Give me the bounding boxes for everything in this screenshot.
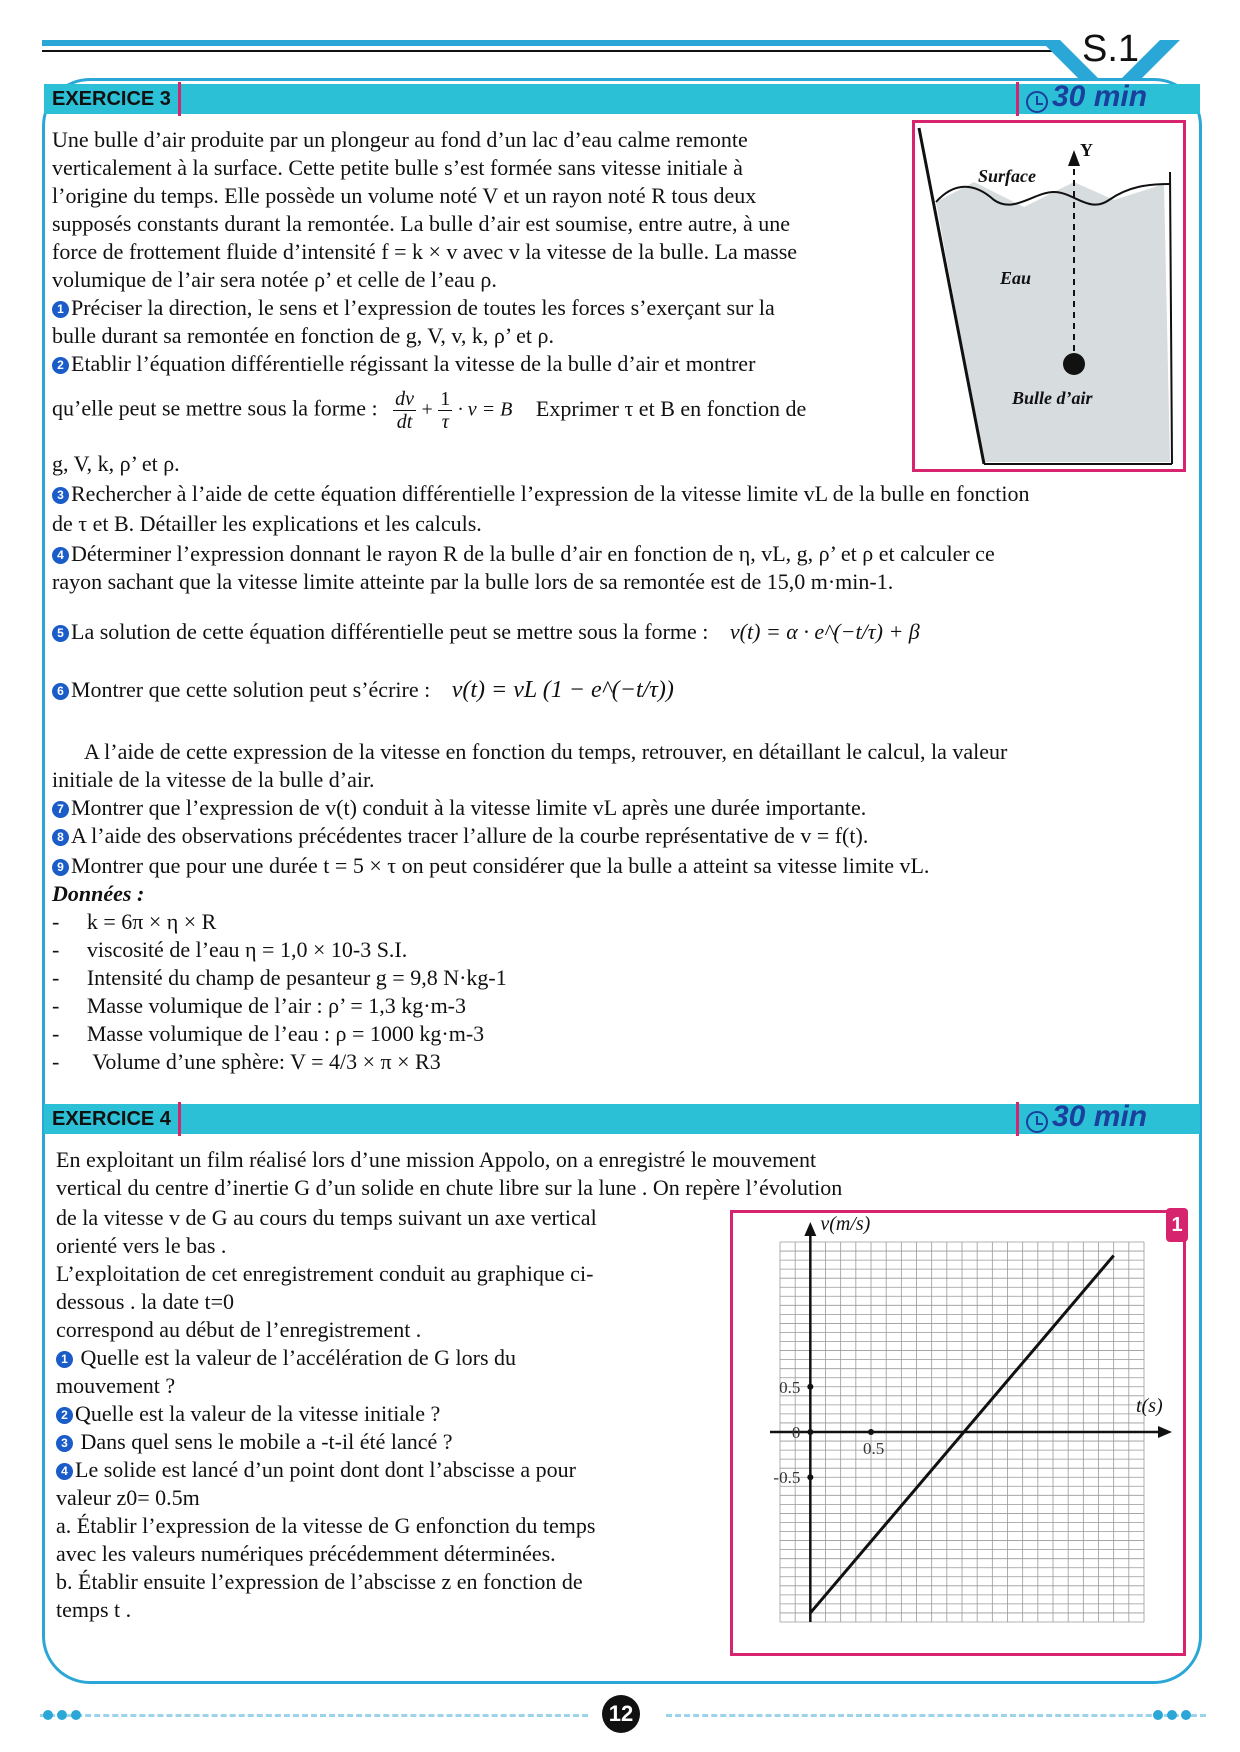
q1-marker: 1 — [52, 301, 69, 318]
surface-label: Surface — [978, 166, 1036, 186]
question-2-end: g, V, k, ρ’ et ρ. — [52, 451, 180, 476]
footer-ornament-left — [40, 1708, 94, 1722]
y-tick-label: -0.5 — [773, 1468, 801, 1488]
question-3: 3 Rechercher à l’aide de cette équation différentielle l’expression de la vitesse limite vL de la bulle en fonction — [52, 480, 1202, 508]
clock-icon — [1026, 1111, 1048, 1133]
exercise3-time: 30 min — [1052, 80, 1148, 113]
donnees-item: - Volume d’une sphère: V = 4/3 × π × R3 — [52, 1049, 441, 1074]
x-tick-mark — [868, 1429, 874, 1435]
exercise4-body: de la vitesse v de G au cours du temps suivant un axe vertical orienté vers le bas . L’exploitation de cet enregistrement conduit au graphique ci- dessous . la date t=0 correspond au début de l’enregistrement . 1 Quelle est la valeur de l’accélération de G lors du mouvement ? 2 Quelle est la valeur de la vitesse initiale ? 3 Dans quel sens le mobile a -t-il été lancé ? 4 Le solide est lancé d’un point dont dont l’abscisse a pour valeur z0= 0.5m a. Établir l’expression de la vitesse de G enfonction du temps avec les valeurs numériques précédemment déterminées. b. Établir ensuite l’expression de l’abscisse z en fonction de temps t . — [56, 1204, 716, 1624]
water-label: Eau — [1000, 268, 1032, 288]
question-6: 6 Montrer que cette solution peut s’écrire : v(t) = vL (1 − e^(−t/τ)) — [52, 676, 1202, 704]
velocity-chart — [732, 1212, 1184, 1654]
question-2-equation-line: qu’elle peut se mettre sous la forme : $\frac{dv}{dt}$ + $\frac{1}{\tau} \cdot v = B$ Exprimer τ et B en fonction de — [52, 388, 807, 433]
donnees-item: - Masse volumique de l’eau : ρ = 1000 kg·m-3 — [52, 1021, 485, 1046]
ex4-question-1: 1 Quelle est la valeur de l’accélération de G lors du — [56, 1344, 716, 1372]
question-9: 9 Montrer que pour une durée t = 5 × τ on peut considérer que la bulle a atteint sa vitesse limite vL. — [52, 852, 1202, 880]
question-7: 7 Montrer que l’expression de v(t) conduit à la vitesse limite vL après une durée importante. — [52, 794, 1202, 822]
question-4: 4 Déterminer l’expression donnant le rayon R de la bulle d’air en fonction de η, vL, g, ρ’ et ρ et calculer ce — [52, 540, 1202, 568]
question-5: 5 La solution de cette équation différentielle peut se mettre sous la forme : v(t) = α · e^(−t/τ) + β — [52, 618, 1202, 646]
ex4-question-2: 2 Quelle est la valeur de la vitesse initiale ? — [56, 1400, 716, 1428]
exercise4-intro: En exploitant un film réalisé lors d’une mission Appolo, on a enregistré le mouvement vertical du centre d’inertie G d’un solide en chute libre sur la lune . On repère l’évolution — [56, 1147, 843, 1200]
exercise3-questions: 3 Rechercher à l’aide de cette équation différentielle l’expression de la vitesse limite vL de la bulle en fonction de τ et B. Détailler les explications et les calculs. 4 Déterminer l’expression donnant le rayon R de la bulle d’air en fonction de η, vL, g, ρ’ et ρ et calculer ce rayon sachant que la vitesse limite atteinte par la bulle lors de sa remontée est de 15,0 m·min-1. — [52, 480, 1202, 596]
ex4-question-4: 4 Le solide est lancé d’un point dont dont l’abscisse a pour — [56, 1456, 716, 1484]
bubble-figure — [914, 122, 1184, 470]
footer-ornament-right — [1150, 1708, 1204, 1722]
page-number: 12 — [602, 1695, 640, 1733]
exercise4-time: 30 min — [1052, 1100, 1148, 1133]
y-axis-arrow — [804, 1222, 816, 1236]
axis-y-label: Y — [1080, 140, 1093, 160]
y-tick-mark — [807, 1384, 813, 1390]
y-tick-mark — [807, 1429, 813, 1435]
donnees-item: - Masse volumique de l’air : ρ’ = 1,3 kg·m-3 — [52, 993, 467, 1018]
exercise4-title: EXERCICE 4 — [52, 1108, 171, 1130]
x-axis-arrow — [1158, 1426, 1172, 1438]
exercise3-separator — [178, 82, 181, 116]
exercise3-title: EXERCICE 3 — [52, 88, 171, 110]
q2-marker: 2 — [52, 357, 69, 374]
bubble-dot — [1063, 353, 1085, 375]
exercise4-timer — [1026, 1100, 1147, 1134]
donnees-title: Données : — [52, 881, 145, 906]
footer-dash-right — [666, 1714, 1206, 1717]
y-tick-label: 0.5 — [779, 1377, 801, 1397]
y-axis-label: v(m/s) — [820, 1213, 871, 1235]
question-2: 2 Etablir l’équation différentielle régissant la vitesse de la bulle d’air et montrer — [52, 350, 912, 378]
donnees-item: - Intensité du champ de pesanteur g = 9,8 N·kg-1 — [52, 965, 507, 990]
ex4-question-3: 3 Dans quel sens le mobile a -t-il été lancé ? — [56, 1428, 716, 1456]
one-over-tau-fraction: $\frac{1}{\tau}$ — [440, 388, 451, 433]
series-label: S.1 — [1082, 28, 1140, 70]
donnees-item: - k = 6π × η × R — [52, 909, 217, 934]
x-axis-label: t(s) — [1136, 1395, 1163, 1417]
exercise3-timer — [1026, 80, 1147, 114]
clock-icon — [1026, 91, 1048, 113]
exercise3-time-separator — [1016, 82, 1019, 116]
y-tick-mark — [807, 1474, 813, 1480]
footer-dash-left — [40, 1714, 588, 1717]
exercise4-separator — [178, 1102, 181, 1136]
header-rule — [42, 40, 1052, 46]
exercise3-questions-cont: A l’aide de cette expression de la vitesse en fonction du temps, retrouver, en détaillant le calcul, la valeur initiale de la vitesse de la bulle d’air. 7 Montrer que l’expression de v(t) conduit à la vitesse limite vL après une durée importante. 8 A l’aide des observations précédentes tracer l’allure de la courbe représentative de v = f(t). 9 Montrer que pour une durée t = 5 × τ on peut considérer que la bulle a atteint sa vitesse limite vL. Données : - k = 6π × η × R - viscosité de l’eau η = 1,0 × 10-3 S.I. - Intensité du champ de pesanteur g = 9,8 N·kg-1 - Masse volumique de l’air : ρ’ = 1,3 kg·m-3 - Masse volumique de l’eau : ρ = 1000 kg·m-3 - Volume d’une sphère: V = 4/3 × π × R3 — [52, 738, 1202, 1076]
y-tick-label: 0 — [791, 1423, 801, 1442]
donnees-item: - viscosité de l’eau η = 1,0 × 10-3 S.I. — [52, 937, 408, 962]
x-tick-label: 0.5 — [863, 1439, 885, 1458]
question-8: 8 A l’aide des observations précédentes tracer l’allure de la courbe représentative de v = f(t). — [52, 822, 1202, 850]
exercise3-intro: Une bulle d’air produite par un plongeur au fond d’un lac d’eau calme remonte verticalement à la surface. Cette petite bulle s’est formée sans vitesse initiale à l’origine du temps. Elle possède un volume noté V et un rayon noté R tous deux supposés constants durant la remontée. La bulle d’air est soumise, entre autre, à une force de frottement fluide d’intensité f = k × v avec v la vitesse de la bulle. La masse volumique de l’air sera notée ρ’ et celle de l’eau ρ. 1 Préciser la direction, le sens et l’expression de toutes les forces s’exerçant sur la bulle durant sa remontée en fonction de g, V, v, k, ρ’ et ρ. 2 Etablir l’équation différentielle régissant la vitesse de la bulle d’air et montrer — [52, 126, 912, 378]
exercise4-time-separator — [1016, 1102, 1019, 1136]
dv-dt-fraction: $\frac{dv}{dt}$ — [395, 388, 415, 433]
header-rule-thin — [42, 50, 1052, 52]
graph-badge: 1 — [1166, 1208, 1188, 1242]
bubble-label: Bulle d’air — [1012, 388, 1093, 408]
question-1: 1 Préciser la direction, le sens et l’expression de toutes les forces s’exerçant sur la — [52, 294, 912, 322]
